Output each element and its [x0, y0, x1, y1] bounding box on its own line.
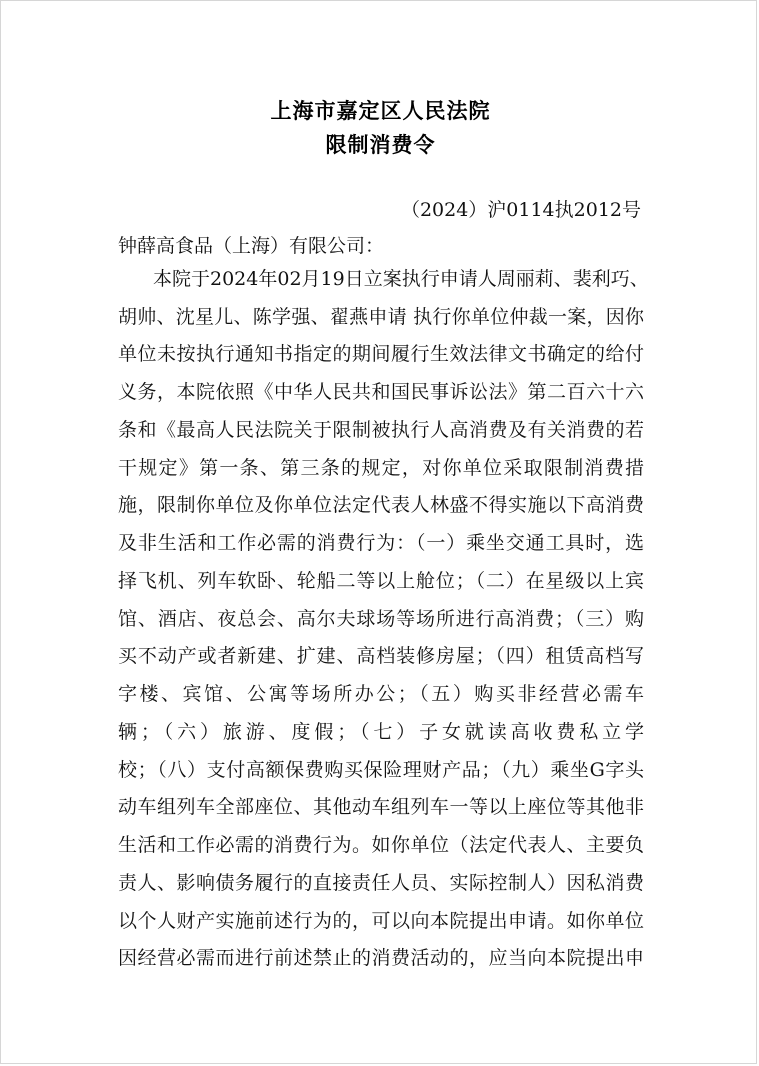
document-title: 限制消费令: [325, 133, 436, 157]
body-line: 馆、酒店、夜总会、高尔夫球场等场所进行高消费；（三）购: [118, 608, 644, 630]
body-line: 以个人财产实施前述行为的，可以向本院提出申请。如你单位: [118, 910, 644, 932]
body-line: 校；（八）支付高额保费购买保险理财产品；（九）乘坐G字头: [118, 759, 644, 781]
body-line: 责人、影响债务履行的直接责任人员、实际控制人）因私消费: [118, 872, 644, 894]
court-name: 上海市嘉定区人民法院: [270, 99, 491, 123]
case-number: （2024）沪0114执2012号: [400, 199, 641, 221]
body-line: 生活和工作必需的消费行为。如你单位（法定代表人、主要负: [118, 834, 644, 856]
body-line: 义务，本院依照《中华人民共和国民事诉讼法》第二百六十六: [118, 381, 644, 403]
body-line: 胡帅、沈星儿、陈学强、翟燕申请 执行你单位仲裁一案，因你: [118, 306, 644, 328]
body-line: 单位未按执行通知书指定的期间履行生效法律文书确定的给付: [118, 343, 644, 365]
body-line: 买不动产或者新建、扩建、高档装修房屋；（四）租赁高档写: [118, 645, 644, 667]
body-line: 及非生活和工作必需的消费行为：（一）乘坐交通工具时，选: [118, 532, 644, 554]
body-line: 择飞机、列车软卧、轮船二等以上舱位；（二）在星级以上宾: [118, 570, 644, 592]
addressee: 钟薛高食品（上海）有限公司：: [118, 235, 385, 257]
body-line: 动车组列车全部座位、其他动车组列车一等以上座位等其他非: [118, 796, 644, 818]
body-line: 干规定》第一条、第三条的规定，对你单位采取限制消费措: [118, 457, 644, 479]
body-line: 字楼、宾馆、公寓等场所办公；（五）购买非经营必需车: [118, 683, 644, 705]
body-line: 本院于2024年02月19日立案执行申请人周丽莉、裴利巧、: [153, 268, 649, 290]
body-line: 辆；（六）旅游、度假；（七）子女就读高收费私立学: [118, 721, 644, 743]
body-line: 施，限制你单位及你单位法定代表人林盛不得实施以下高消费: [118, 494, 644, 516]
body-line: 条和《最高人民法院关于限制被执行人高消费及有关消费的若: [118, 419, 644, 441]
body-line: 因经营必需而进行前述禁止的消费活动的，应当向本院提出申: [118, 947, 644, 969]
